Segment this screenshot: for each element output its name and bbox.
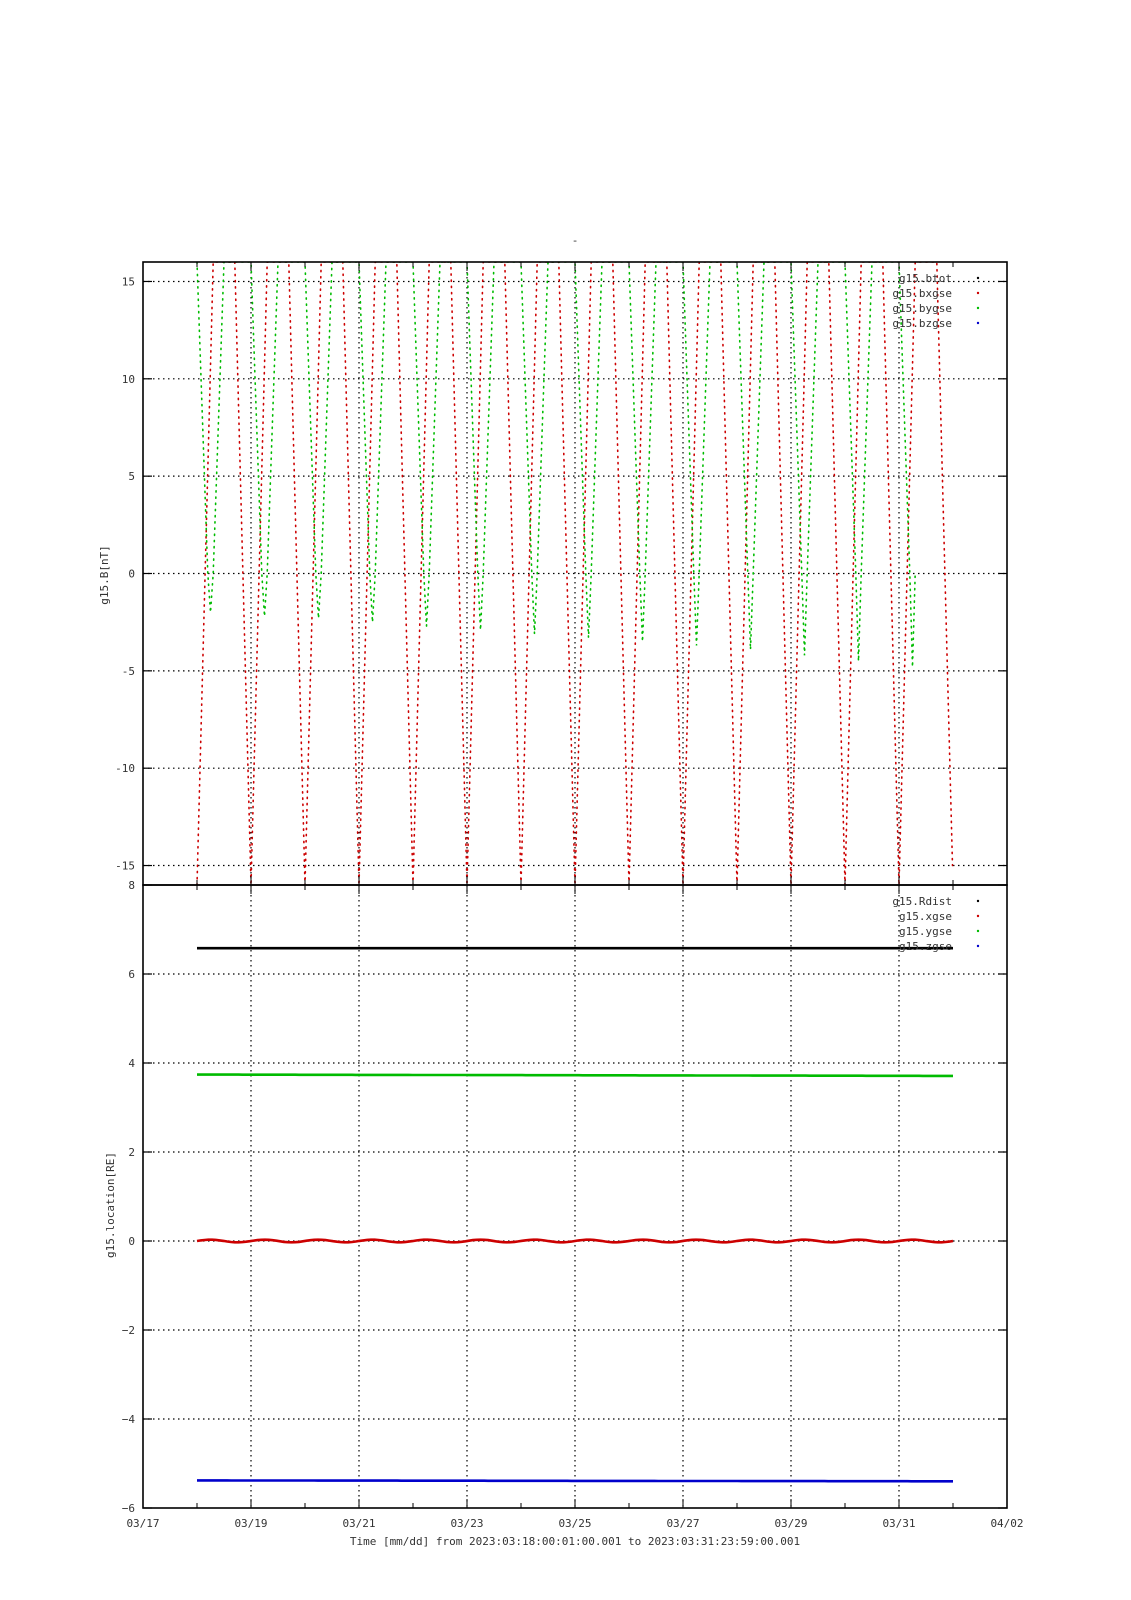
y-tick-label: 0 xyxy=(128,1235,135,1248)
legend-label: g15.Rdist xyxy=(892,895,952,908)
legend-marker xyxy=(977,277,979,279)
legend-marker xyxy=(977,307,979,309)
x-tick-label: 03/31 xyxy=(882,1517,916,1530)
x-tick-label: 03/25 xyxy=(558,1517,592,1530)
location-y-axis-label: g15.location[RE] xyxy=(104,1152,117,1258)
legend-label: g15.bygse xyxy=(892,302,952,315)
legend-marker xyxy=(977,915,979,917)
legend-label: g15.ygse xyxy=(899,925,952,938)
legend-label: g15.zgse xyxy=(899,940,952,953)
y-tick-label: -15 xyxy=(115,859,135,873)
y-tick-label: -10 xyxy=(115,762,135,776)
bfield-legend xyxy=(892,272,979,330)
y-tick-label: 10 xyxy=(121,372,135,386)
y-tick-label: -5 xyxy=(121,664,135,678)
x-tick-label: 03/19 xyxy=(234,1517,268,1530)
legend-marker xyxy=(977,900,979,902)
legend-label: g15.bxgse xyxy=(892,287,952,300)
series-points-g15.bygse xyxy=(197,262,915,667)
y-tick-label: 8 xyxy=(128,879,135,892)
y-tick-label: 5 xyxy=(128,470,135,484)
y-tick-label: 6 xyxy=(128,968,135,981)
y-tick-label: −6 xyxy=(121,1502,135,1515)
series-line-g15.ygse xyxy=(197,1075,953,1076)
x-tick-label: 03/29 xyxy=(774,1517,808,1530)
plot-bfield xyxy=(98,262,1007,885)
legend-marker xyxy=(977,322,979,324)
x-tick-label: 03/23 xyxy=(450,1517,484,1530)
legend-marker xyxy=(977,945,979,947)
y-tick-label: 0 xyxy=(128,567,135,581)
page-title: - xyxy=(571,234,579,247)
x-tick-label: 04/02 xyxy=(990,1517,1024,1530)
y-tick-label: −4 xyxy=(121,1413,135,1426)
legend-marker xyxy=(977,930,979,932)
legend-label: g15.bzgse xyxy=(892,317,952,330)
y-tick-label: 2 xyxy=(128,1146,135,1159)
legend-marker xyxy=(977,292,979,294)
x-tick-label: 03/21 xyxy=(342,1517,376,1530)
legend-label: g15.btot xyxy=(899,272,952,285)
series-line-g15.zgse xyxy=(197,1480,953,1481)
series-line-g15.xgse xyxy=(197,1240,953,1243)
y-tick-label: 15 xyxy=(121,275,135,289)
y-tick-label: 4 xyxy=(128,1057,135,1070)
x-tick-label: 03/17 xyxy=(126,1517,160,1530)
plot-location xyxy=(104,879,1007,1515)
bfield-y-axis-label: g15.B[nT] xyxy=(98,545,111,605)
bfield-gridlines xyxy=(143,262,1007,885)
y-tick-label: −2 xyxy=(121,1324,135,1337)
x-axis-tick-labels xyxy=(126,1517,1023,1530)
legend-label: g15.xgse xyxy=(899,910,952,923)
x-tick-label: 03/27 xyxy=(666,1517,700,1530)
x-axis-label: Time [mm/dd] from 2023:03:18:00:01:00.001 to 2023:03:31:23:59:00.001 xyxy=(349,1535,801,1548)
location-legend xyxy=(892,895,979,953)
location-gridlines xyxy=(143,885,1007,1508)
